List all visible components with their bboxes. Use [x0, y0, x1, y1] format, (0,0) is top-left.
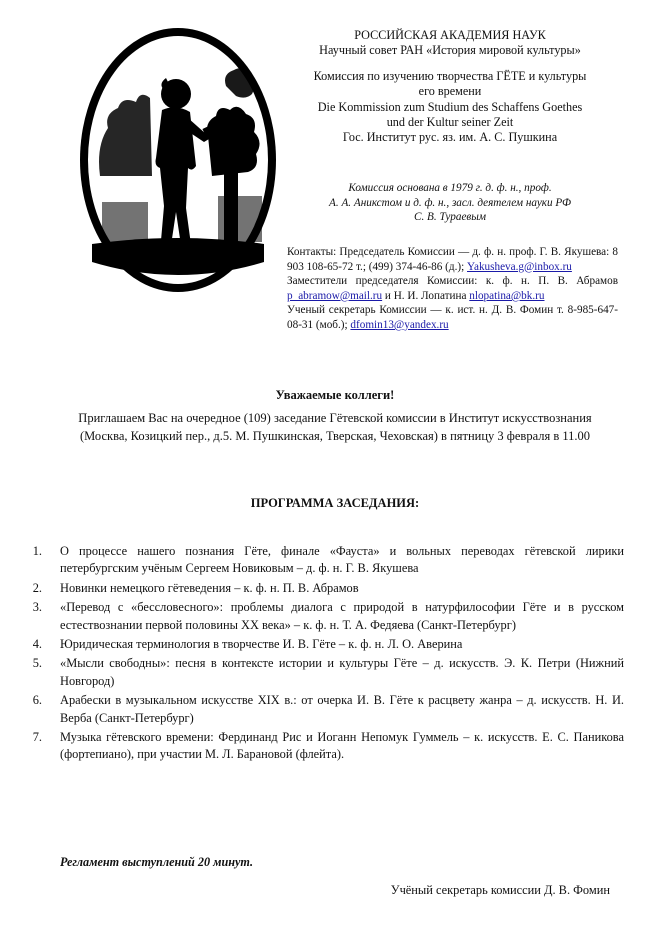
program-item [20, 636, 624, 653]
time-limit-note: Регламент выступлений 20 минут. [60, 855, 254, 869]
program-item-number: 4. [32, 637, 42, 652]
deputies-and-text: и Н. И. Лопатина [384, 289, 467, 302]
signature-line: Учёный секретарь комиссии Д. В. Фомин [390, 883, 610, 897]
program-item-number: 1. [32, 544, 42, 558]
program-item [20, 543, 624, 578]
chair-contact-text: Контакты: Председатель Комиссии — д. ф. н. проф. Г. В. Якушева: 8 903 108-65-72 т.; (499) 374-46-86 (д.); [287, 246, 618, 273]
program-item-number: 7. [32, 730, 42, 745]
deputies-contact [287, 274, 618, 303]
secretary-contact [287, 303, 618, 332]
deputies-contact-text: Заместители председателя Комиссии: к. ф. н. П. В. Абрамов [287, 275, 618, 288]
academy-name: РОССИЙСКАЯ АКАДЕМИЯ НАУК [354, 28, 546, 42]
commission-name-ru: Комиссия по изучению творчества ГЁТЕ и культуры [313, 68, 587, 83]
commission-name-de: Die Kommission zum Studium des Schaffens Goethes [317, 99, 583, 114]
chair-contact [287, 245, 618, 274]
program-item [20, 580, 624, 597]
program-item-text: Арабески в музыкальном искусстве XIX в.: от очерка И. В. Гёте к расцвету жанра – д. искусств. Н. И. Верба (Санкт-Петербург) [60, 693, 624, 725]
program-item-text: «Перевод с «бессловесного»: проблемы диалога с природой в натурфилософии Гёте и в русском естествознании первой половины XX века» – к. ф. н. Т. А. Федяева (Санкт-Петербург) [60, 600, 624, 632]
program-item-text: Музыка гётевского времени: Фердинанд Рис и Иоганн Непомук Гуммель – к. искусств. Е. С. Паникова (фортепиано), при участии М. Л. Барановой (флейта). [60, 730, 624, 762]
chair-email-link[interactable]: Yakusheva.g@inbox.ru [467, 260, 572, 273]
program-item-number: 5. [32, 656, 42, 671]
deputy2-email-link[interactable]: nlopatina@bk.ru [469, 289, 545, 302]
program-item [20, 729, 624, 764]
program-item-text: Юридическая терминология в творчестве И. В. Гёте – к. ф. н. Л. О. Аверина [60, 637, 463, 652]
secretary-email-link[interactable]: dfomin13@yandex.ru [350, 318, 449, 331]
secretary-contact-text: Ученый секретарь Комиссии — к. ист. н. Д. В. Фомин т. 8-985-647-08-31 (моб.); [287, 304, 618, 331]
council-name: Научный совет РАН «История мировой культуры» [319, 43, 581, 58]
founding-line-3: С. В. Тураевым [414, 211, 486, 224]
goethe-silhouette-emblem [78, 26, 278, 294]
program-item-text: «Мысли свободны»: песня в контексте истории и культуры Гёте – д. искусств. Э. К. Петри (Нижний Новгород) [60, 656, 624, 688]
program-item [20, 692, 624, 727]
organization-header [282, 28, 618, 146]
institute-name: Гос. Институт рус. яз. им. А. С. Пушкина [342, 130, 558, 145]
program-item-text: Новинки немецкого гётеведения – к. ф. н. П. В. Абрамов [60, 580, 359, 595]
founding-note [282, 181, 618, 225]
program-item-number: 6. [32, 693, 42, 708]
contacts-block [287, 245, 618, 333]
invitation-text: Приглашаем Вас на очередное (109) заседание Гётевской комиссии в Институт искусствознания (Москва, Козицкий пер., д.5. М. Пушкинская, Тверская, Чеховская) в пятницу 3 февраля в 11.00 [78, 411, 592, 443]
program-list [20, 543, 624, 766]
greeting-heading: Уважаемые коллеги! [275, 388, 395, 402]
deputy1-email-link[interactable]: p_abramow@mail.ru [287, 289, 383, 302]
program-item-number: 2. [32, 580, 42, 595]
program-item-number: 3. [32, 600, 42, 615]
commission-name-ru-2: его времени [418, 84, 482, 99]
program-item [20, 655, 624, 690]
program-title: ПРОГРАММА ЗАСЕДАНИЯ: [250, 496, 420, 510]
founding-line-1: Комиссия основана в 1979 г. д. ф. н., проф. [348, 182, 552, 194]
program-item [20, 599, 624, 634]
commission-name-de-2: und der Kultur seiner Zeit [386, 115, 514, 130]
founding-line-2: А. А. Аникстом и д. ф. н., засл. деятелем науки РФ [329, 196, 571, 209]
program-item-text: О процессе нашего познания Гёте, финале «Фауста» и вольных переводах гётевской лирики петербургским учёным Сергеем Новиковым – д. ф. н. Г. В. Якушева [60, 544, 624, 576]
